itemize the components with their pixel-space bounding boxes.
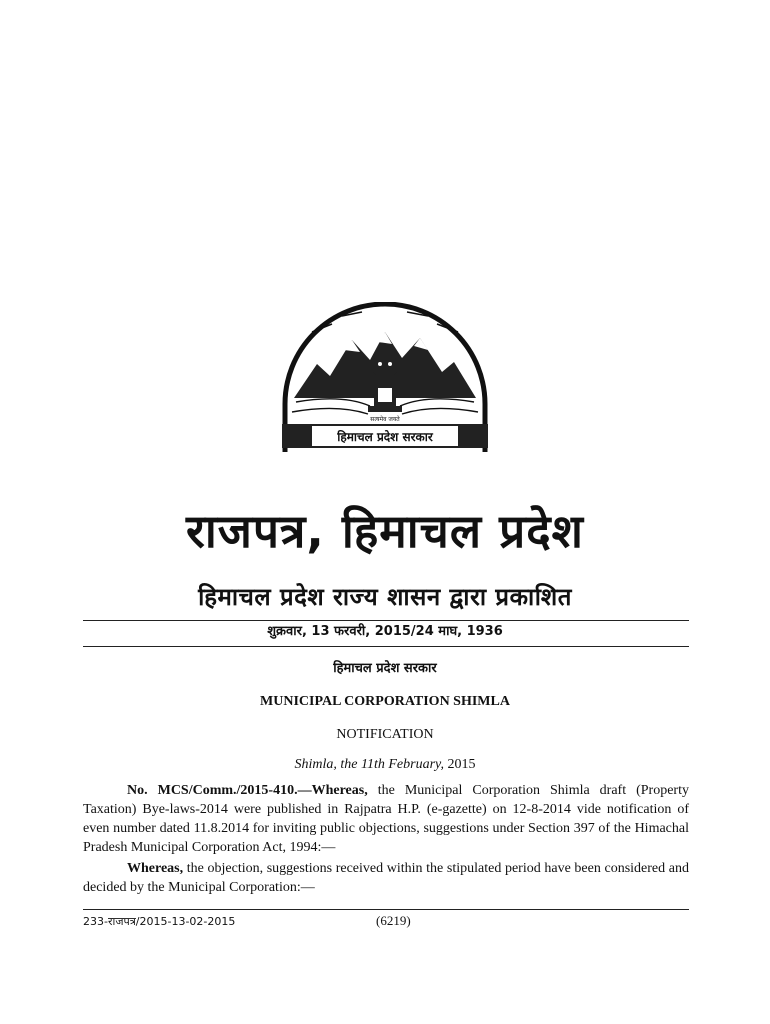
state-emblem bbox=[282, 302, 488, 460]
page-number: (6219) bbox=[376, 913, 411, 928]
emblem-caption: हिमाचल प्रदेश सरकार bbox=[337, 430, 433, 444]
place-date bbox=[0, 755, 770, 775]
paragraph-1-text: the Municipal Corporation Shimla draft (Property Taxation) Bye-laws-2014 were published in Rajpatra H.P. (e-gazette) on 12-8-2014 vide notification of even number dated 11.8.2014 for inviting public objections, suggestions under Section 397 of the Himachal Pradesh Municipal Corporation Act, 1994:— bbox=[83, 783, 689, 855]
government-heading: हिमाचल प्रदेश सरकार bbox=[333, 661, 437, 676]
place-date-italic: Shimla, the 11th February, bbox=[294, 757, 444, 772]
notification-heading: NOTIFICATION bbox=[336, 727, 434, 742]
paragraph-1 bbox=[83, 781, 689, 857]
emblem-motto: सत्यमेव जयते bbox=[370, 416, 400, 423]
paragraph-2-lead: Whereas, bbox=[127, 861, 184, 876]
place-date-year: 2015 bbox=[443, 757, 476, 772]
gazette-title: राजपत्र, हिमाचल प्रदेश bbox=[186, 504, 584, 558]
header-rule-top bbox=[83, 620, 689, 621]
department-heading: MUNICIPAL CORPORATION SHIMLA bbox=[260, 694, 510, 709]
paragraph-2-text: the objection, suggestions received within the stipulated period have been considered and decided by the Municipal Corporation:— bbox=[83, 861, 689, 895]
paragraph-2 bbox=[83, 859, 689, 897]
footer-reference: 233-राजपत्र/2015-13-02-2015 bbox=[83, 915, 236, 928]
gazette-subtitle: हिमाचल प्रदेश राज्य शासन द्वारा प्रकाशित bbox=[198, 583, 572, 611]
issue-date: शुक्रवार, 13 फरवरी, 2015/24 माघ, 1936 bbox=[267, 624, 503, 639]
header-rule-bottom bbox=[83, 646, 689, 647]
footer-rule bbox=[83, 909, 689, 910]
paragraph-1-lead: No. MCS/Comm./2015-410.—Whereas, bbox=[127, 783, 368, 798]
